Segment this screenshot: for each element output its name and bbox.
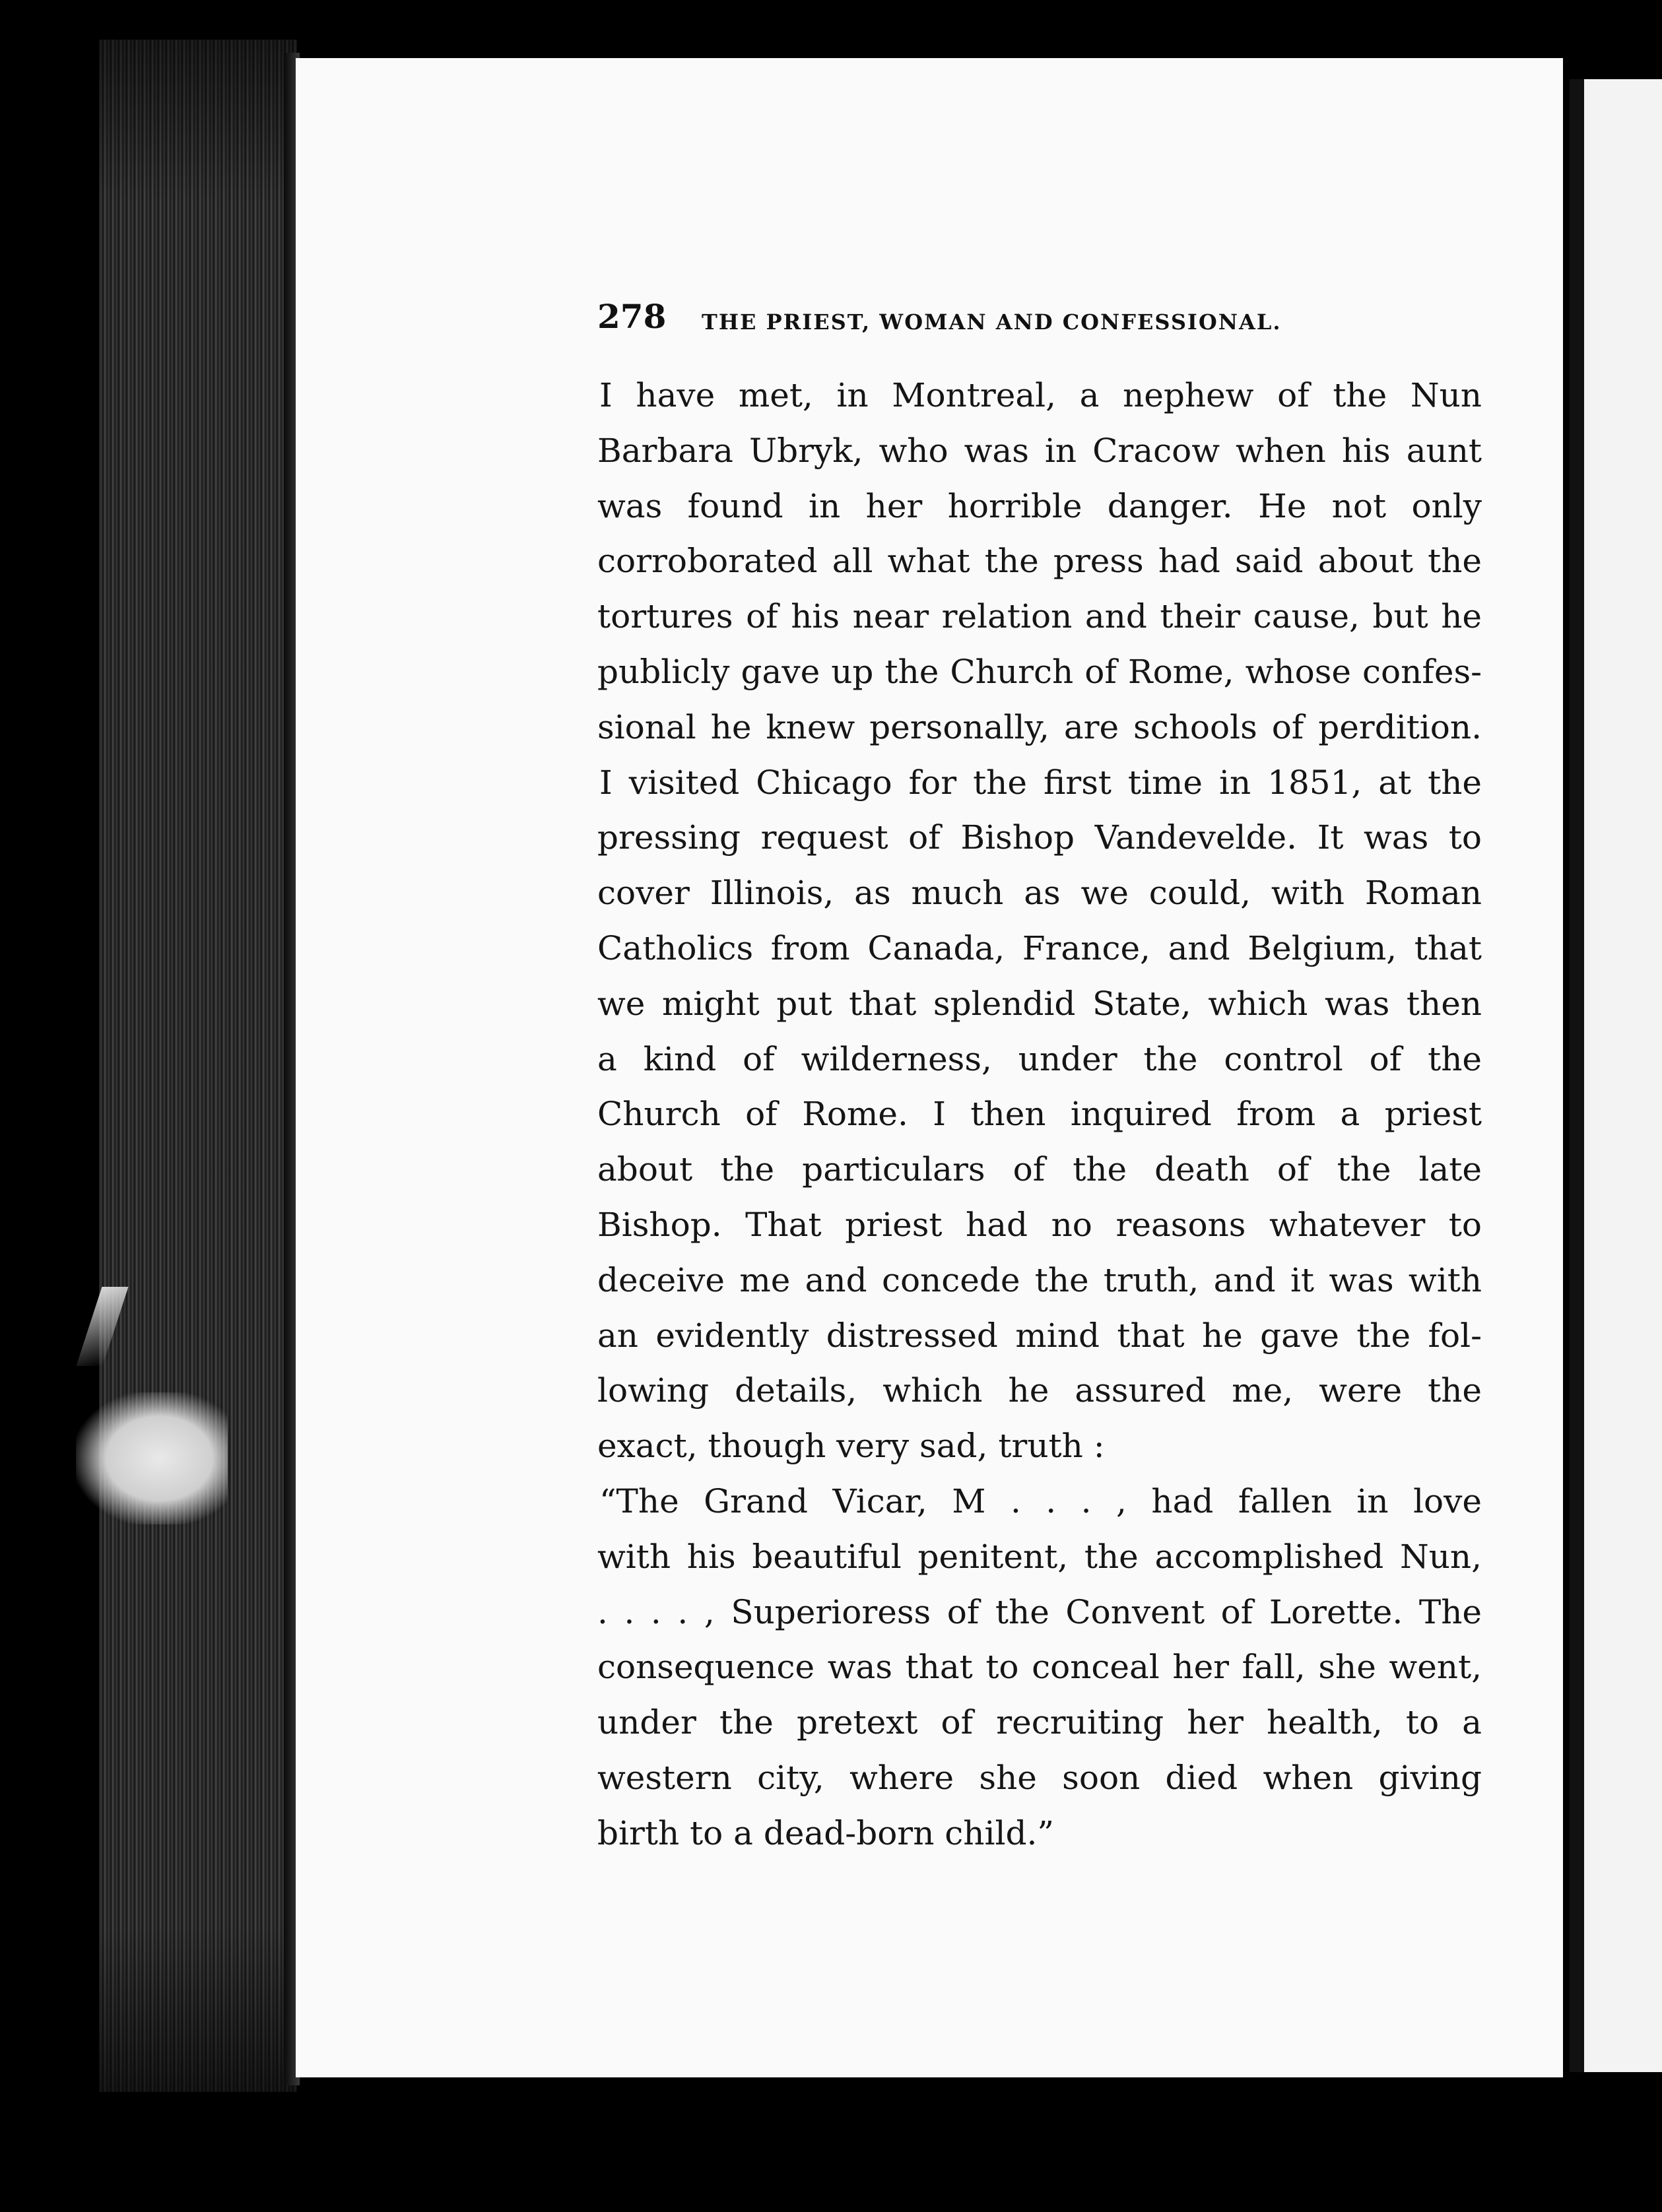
running-head: THE PRIEST, WOMAN AND CONFESSIONAL. — [702, 309, 1282, 335]
text-line: corroborated all what the press had said about the — [597, 542, 1482, 581]
text-line: “The Grand Vicar, M . . . , had fallen in love — [599, 1481, 1482, 1520]
text-line: a kind of wilderness, under the control of the — [597, 1039, 1482, 1078]
page-number: 278 — [597, 297, 667, 336]
text-line: Bishop. That priest had no reasons whatever to — [597, 1205, 1482, 1244]
text-line: western city, where she soon died when giving — [597, 1758, 1482, 1797]
text-line: sional he knew personally, are schools of perdition. — [597, 707, 1482, 746]
text-line: tortures of his near relation and their cause, but he — [597, 597, 1482, 636]
text-line: under the pretext of recruiting her health, to a — [597, 1703, 1482, 1742]
text-line: Barbara Ubryk, who was in Cracow when his aunt — [597, 431, 1482, 470]
text-line: consequence was that to conceal her fall, she went, — [597, 1648, 1482, 1687]
text-line: we might put that splendid State, which was then — [597, 984, 1482, 1023]
text-line: birth to a dead-born child.” — [597, 1813, 1054, 1852]
book-page-edges — [99, 40, 297, 2092]
text-line: I visited Chicago for the first time in 1851, at the — [599, 763, 1482, 802]
text-line: lowing details, which he assured me, were the — [597, 1371, 1482, 1410]
text-line: with his beautiful penitent, the accomplished Nun, — [597, 1537, 1482, 1576]
text-line: I have met, in Montreal, a nephew of the Nun — [599, 376, 1482, 414]
text-line: Catholics from Canada, France, and Belgium, that — [597, 928, 1482, 967]
text-line: Church of Rome. I then inquired from a priest — [597, 1095, 1482, 1134]
text-line: about the particulars of the death of the late — [597, 1150, 1482, 1189]
text-line: . . . . , Superioress of the Convent of Lorette. The — [597, 1592, 1482, 1631]
text-line: cover Illinois, as much as we could, with Roman — [597, 874, 1482, 913]
facing-page-edge — [1570, 79, 1662, 2072]
text-line: publicly gave up the Church of Rome, whose confes- — [597, 652, 1482, 691]
text-line: pressing request of Bishop Vandevelde. It was to — [597, 818, 1482, 857]
page-header — [597, 290, 1383, 343]
paper-damage-spot — [76, 1392, 228, 1524]
body-text — [597, 368, 1482, 1862]
text-line: exact, though very sad, truth : — [597, 1427, 1105, 1466]
text-line: was found in her horrible danger. He not only — [597, 486, 1482, 525]
text-line: deceive me and concede the truth, and it was with — [597, 1260, 1482, 1299]
text-line: an evidently distressed mind that he gave the fol- — [597, 1316, 1482, 1355]
